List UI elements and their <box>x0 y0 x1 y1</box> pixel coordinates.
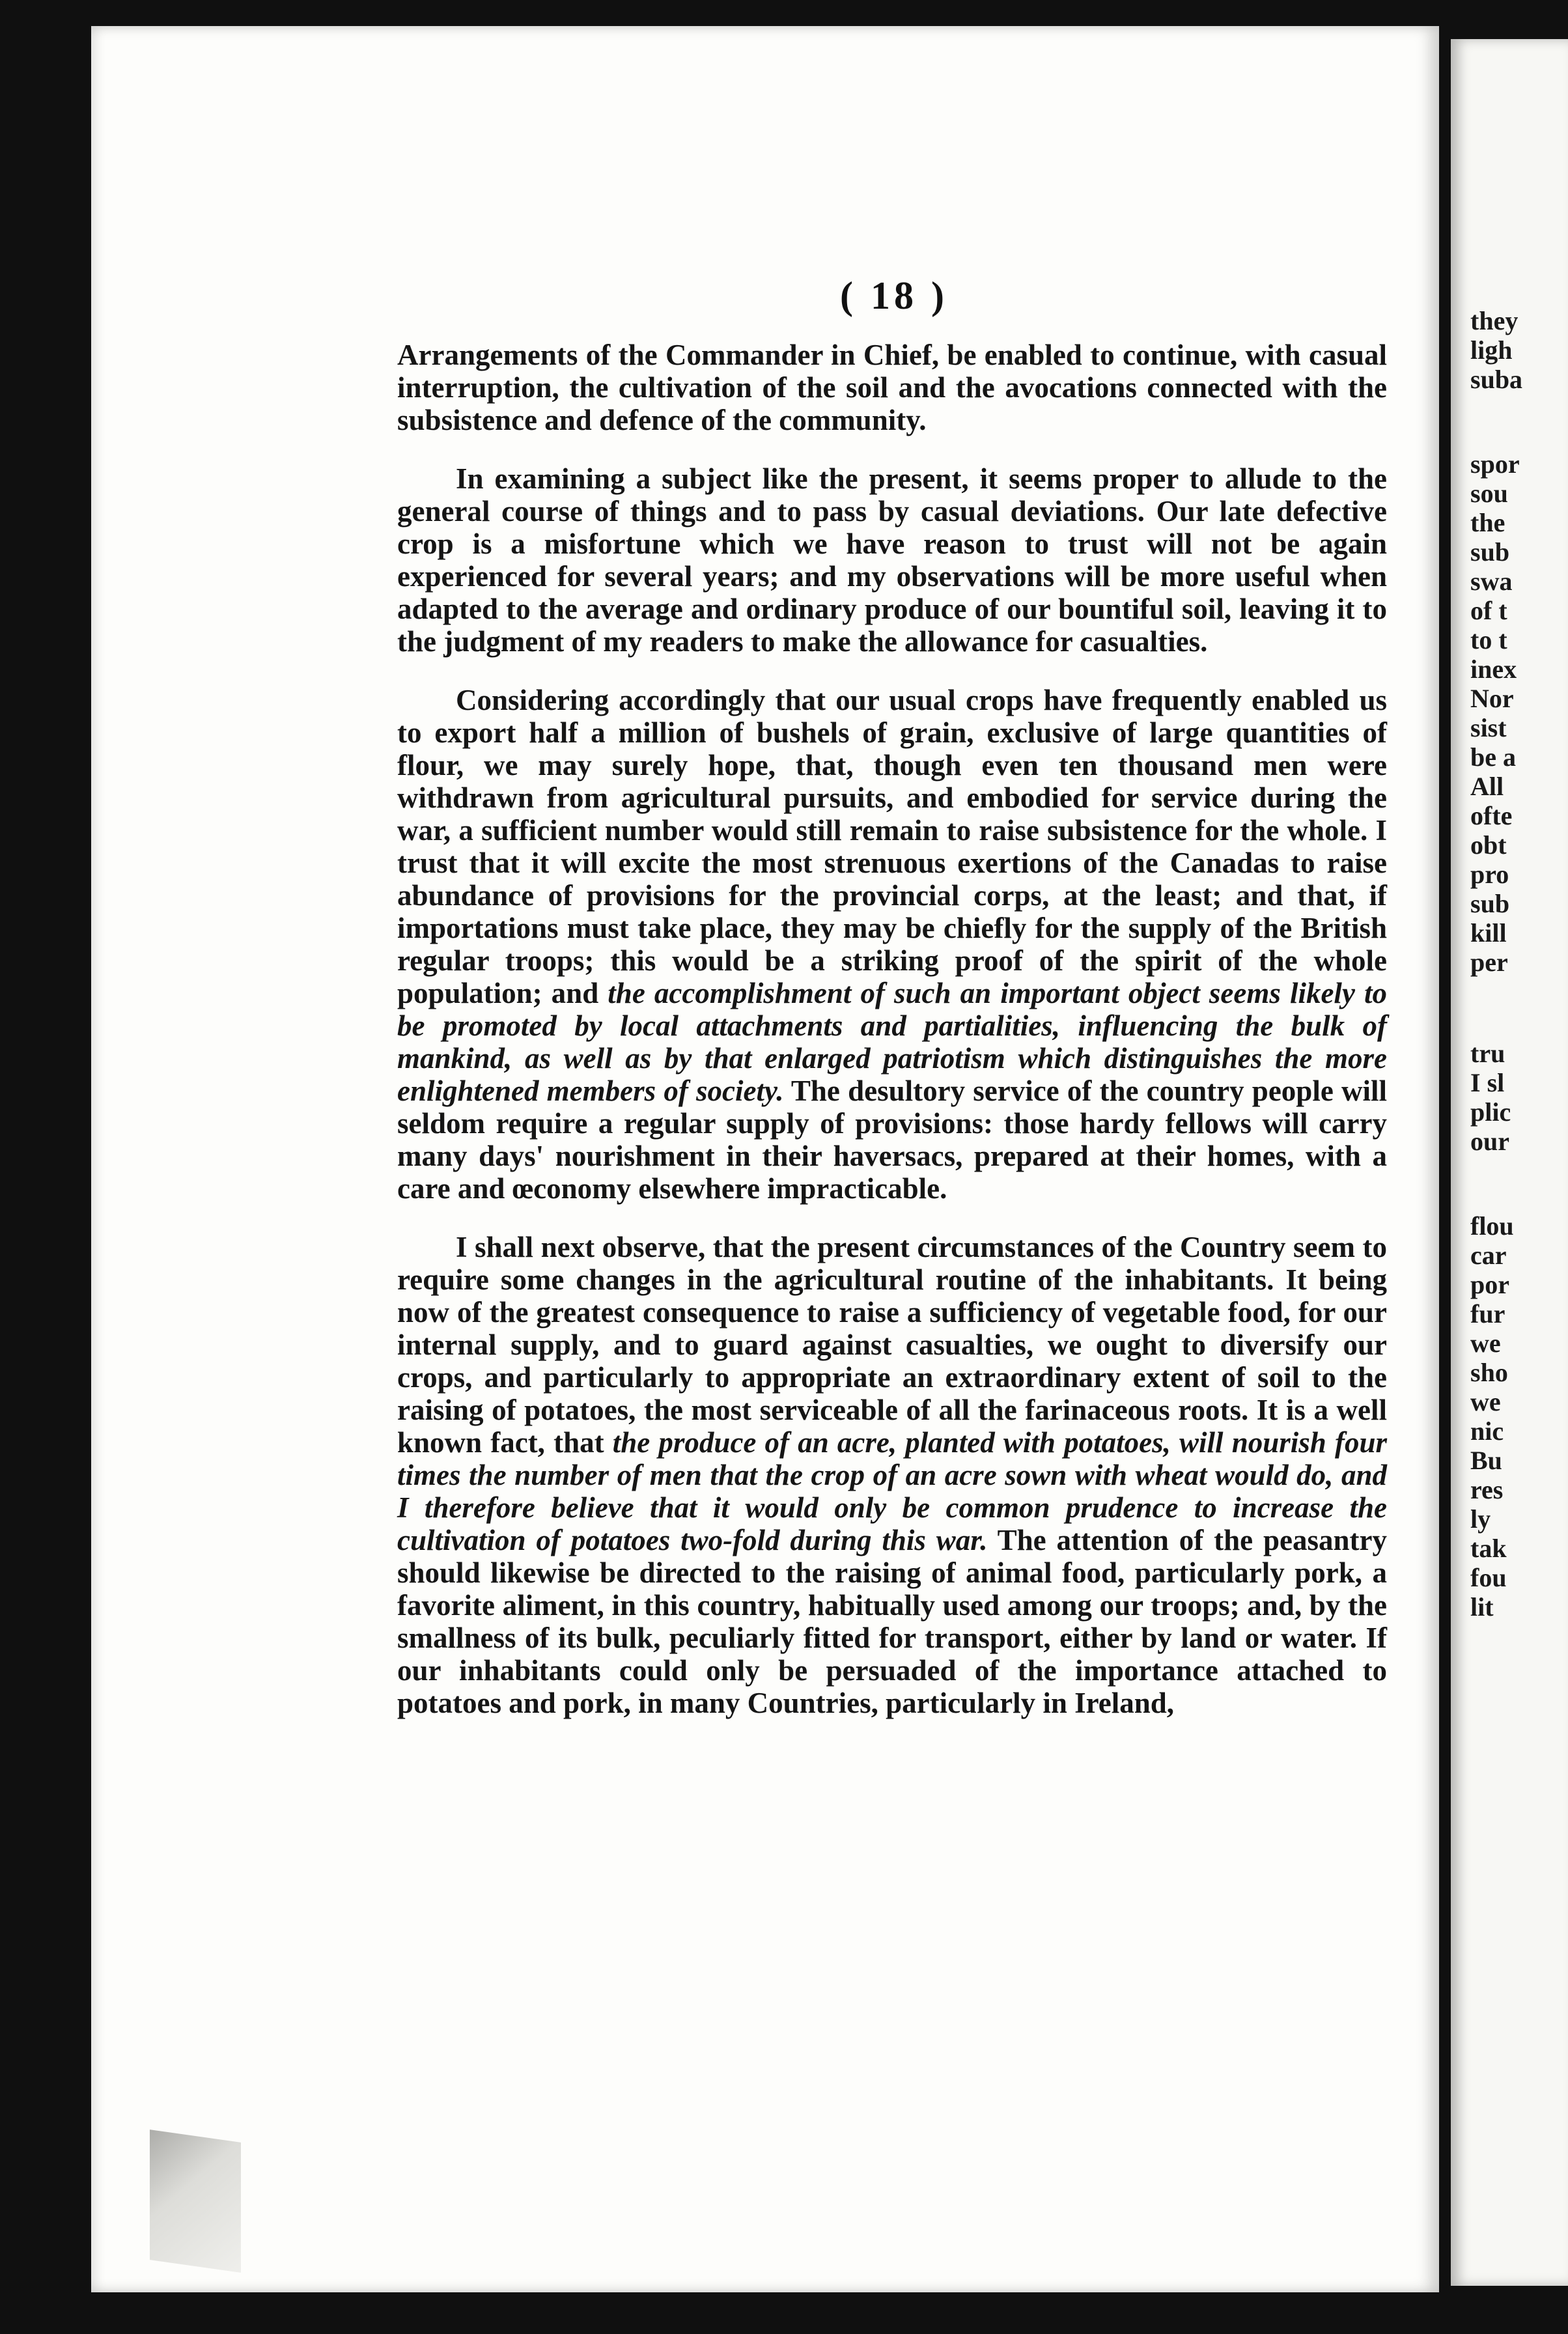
facing-page-fragment: sub <box>1470 889 1510 918</box>
paragraph-3 <box>397 684 1387 1205</box>
facing-page-fragment: sist <box>1470 713 1507 742</box>
facing-page-fragment: ligh <box>1470 335 1513 365</box>
facing-page-fragment: swa <box>1470 567 1513 596</box>
paragraph-2 <box>397 462 1387 658</box>
facing-page-fragment: sho <box>1470 1358 1508 1387</box>
facing-page-fragment: por <box>1470 1270 1509 1299</box>
facing-page-fragment: of t <box>1470 596 1507 625</box>
facing-page-fragment: our <box>1470 1127 1509 1156</box>
facing-page-fragment: tak <box>1470 1534 1507 1563</box>
facing-page-fragment: suba <box>1470 365 1523 394</box>
facing-page-fragment: ofte <box>1470 801 1513 830</box>
facing-page-fragment: car <box>1470 1241 1507 1270</box>
facing-page-fragment: they <box>1470 306 1519 335</box>
facing-page-fragment: plic <box>1470 1097 1511 1127</box>
facing-page-fragment: the <box>1470 508 1505 537</box>
facing-page-fragment: ly <box>1470 1504 1491 1534</box>
paragraph-1 <box>397 339 1387 436</box>
facing-page-fragment: be a <box>1470 742 1516 772</box>
facing-page-fragment: flou <box>1470 1211 1514 1241</box>
facing-page-fragment: tru <box>1470 1039 1505 1068</box>
facing-page-edge <box>1451 39 1568 2286</box>
italic-passage: the produce of an acre, planted with potatoes, will nourish four times the number of men that the crop of an acre sown with wheat would do, and I therefore believe that it would only be common prudence to increase the cultivation of potatoes two-fold during this war. <box>397 1426 1387 1556</box>
facing-page-fragment: sub <box>1470 537 1510 567</box>
facing-page-fragment: obt <box>1470 830 1507 860</box>
body-text <box>397 339 1387 1743</box>
page-number: ( 18 ) <box>840 274 948 317</box>
text-passage: I shall next observe, that the present circumstances of the Country seem to require some changes in the agricultural routine of the inhabitants. It being now of the greatest consequence to raise a sufficiency of vegetable food, for our internal supply, and to guard against casualties, we ought to diversify our crops, and particularly to appropriate an extraordinary extent of soil to the raising of potatoes, the most serviceable of all the farinaceous roots. It is a well known fact, that <box>397 1231 1387 1459</box>
facing-page-fragment: fur <box>1470 1299 1505 1329</box>
italic-passage: the accomplishment of such an important object seems likely to be promoted by local attachments and partialities, influencing the bulk of mankind, as well as by that enlarged patriotism which distinguishes the more enlightened members of society. <box>397 977 1387 1107</box>
facing-page-fragment: Bu <box>1470 1446 1502 1475</box>
paragraph-4 <box>397 1231 1387 1719</box>
facing-page-fragment: pro <box>1470 860 1509 889</box>
facing-page-fragment: to t <box>1470 625 1507 654</box>
facing-page-fragment: we <box>1470 1329 1501 1358</box>
facing-page-fragment: All <box>1470 772 1504 801</box>
facing-page-fragment: sou <box>1470 479 1508 508</box>
text-passage: Considering accordingly that our usual crops have frequently enabled us to export half a million of bushels of grain, exclusive of large quantities of flour, we may surely hope, that, though even ten thousand men were withdrawn from agricultural pursuits, and embodied for service during the war, a sufficient number would still remain to raise subsistence for the whole. I trust that it will excite the most strenuous exertions of the Canadas to raise abundance of provisions for the provincial corps, at the least; and that, if importations must take place, they may be chiefly for the supply of the British regular troops; this would be a striking proof of the spirit of the whole population; and <box>397 684 1387 1009</box>
text-passage: Arrangements of the Commander in Chief, be enabled to continue, with casual interruption, the cultivation of the soil and the avocations connected with the subsistence and defence of the community. <box>397 339 1387 436</box>
facing-page-fragment: Nor <box>1470 684 1514 713</box>
facing-page-fragment: spor <box>1470 449 1520 479</box>
facing-page-fragment: nic <box>1470 1416 1504 1446</box>
facing-page-fragment: lit <box>1470 1592 1494 1622</box>
facing-page-fragment: per <box>1470 948 1508 977</box>
text-passage: The desultory service of the country people will seldom require a regular supply of provisions: those hardy fellows will carry many days' nourishment in their haversacs, prepared at their homes, with a care and œconomy elsewhere impracticable. <box>397 1075 1387 1205</box>
text-passage: In examining a subject like the present, it seems proper to allude to the general course of things and to pass by casual deviations. Our late defective crop is a misfortune which we have reason to trust will not be again experienced for several years; and my observations will be more useful when adapted to the average and ordinary produce of our bountiful soil, leaving it to the judgment of my readers to make the allowance for casualties. <box>397 462 1387 658</box>
facing-page-fragment: I sl <box>1470 1068 1505 1097</box>
text-passage: The attention of the peasantry should likewise be directed to the raising of animal food, particularly pork, a favorite aliment, in this country, habitually used among our troops; and, by the smallness of its bulk, peculiarly fitted for transport, either by land or water. If our inhabitants could only be persuaded of the importance attached to potatoes and pork, in many Countries, particularly in Ireland, <box>397 1524 1387 1719</box>
facing-page-fragment: res <box>1470 1475 1504 1504</box>
torn-corner <box>150 2130 241 2273</box>
facing-page-fragment: inex <box>1470 654 1517 684</box>
facing-page-fragment: we <box>1470 1387 1501 1416</box>
facing-page-fragment: fou <box>1470 1563 1507 1592</box>
facing-page-fragment: kill <box>1470 918 1507 948</box>
